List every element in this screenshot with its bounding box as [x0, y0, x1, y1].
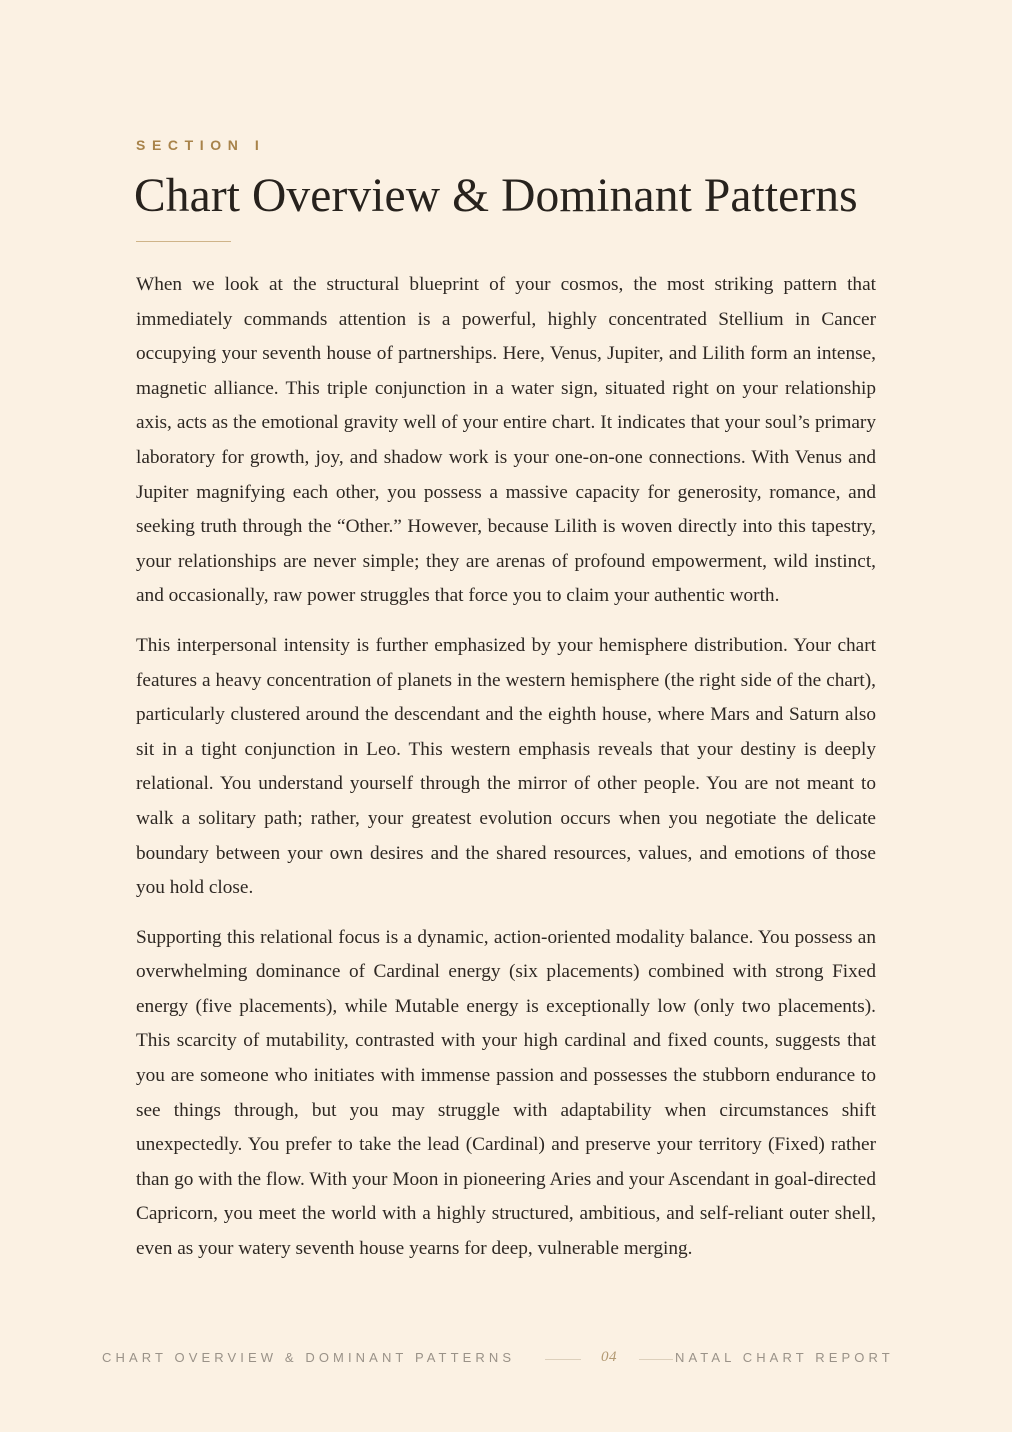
footer-section-title: CHART OVERVIEW & DOMINANT PATTERNS [102, 1350, 516, 1365]
footer-report-title: NATAL CHART REPORT [675, 1350, 894, 1365]
footer-divider-right [639, 1359, 673, 1360]
body-text [136, 268, 876, 1282]
page-number: 04 [601, 1349, 617, 1365]
paragraph-stellium: When we look at the structural blueprint of your cosmos, the most striking pattern that immediately commands attention is a powerful, highly concentrated Stellium in Cancer occupying your seventh house of partnerships. Here, Venus, Jupiter, and Lilith form an intense, magnetic alliance. This triple conjunction in a water sign, situated right on your relationship axis, acts as the emotional gravity well of your entire chart. It indicates that your soul’s primary laboratory for growth, joy, and shadow work is your one-on-one connections. With Venus and Jupiter magnifying each other, you possess a massive capacity for generosity, romance, and seeking truth through the “Other.” However, because Lilith is woven directly into this tapestry, your relationships are never simple; they are arenas of profound empowerment, wild instinct, and occasionally, raw power struggles that force you to claim your authentic worth. [136, 274, 876, 607]
page-footer [0, 1350, 1012, 1370]
footer-divider-left [545, 1359, 581, 1360]
page-title: Chart Overview & Dominant Patterns [134, 170, 858, 222]
section-label: SECTION I [136, 137, 266, 153]
paragraph-modality: Supporting this relational focus is a dynamic, action-oriented modality balance. You possess an overwhelming dominance of Cardinal energy (six placements) combined with strong Fixed energy (five placements), while Mutable energy is exceptionally low (only two placements). This scarcity of mutability, contrasted with your high cardinal and fixed counts, suggests that you are someone who initiates with immense passion and possesses the stubborn endurance to see things through, but you may struggle with adaptability when circumstances shift unexpectedly. You prefer to take the lead (Cardinal) and preserve your territory (Fixed) rather than go with the flow. With your Moon in pioneering Aries and your Ascendant in goal-directed Capricorn, you meet the world with a highly structured, ambitious, and self-reliant outer shell, even as your watery seventh house yearns for deep, vulnerable merging. [136, 926, 876, 1260]
paragraph-hemisphere: This interpersonal intensity is further emphasized by your hemisphere distribution. Your chart features a heavy concentration of planets in the western hemisphere (the right side of the chart), particularly clustered around the descendant and the eighth house, where Mars and Saturn also sit in a tight conjunction in Leo. This western emphasis reveals that your destiny is deeply relational. You understand yourself through the mirror of other people. You are not meant to walk a solitary path; rather, your greatest evolution occurs when you negotiate the delicate boundary between your own desires and the shared resources, values, and emotions of those you hold close. [136, 634, 876, 899]
title-divider [136, 241, 231, 242]
